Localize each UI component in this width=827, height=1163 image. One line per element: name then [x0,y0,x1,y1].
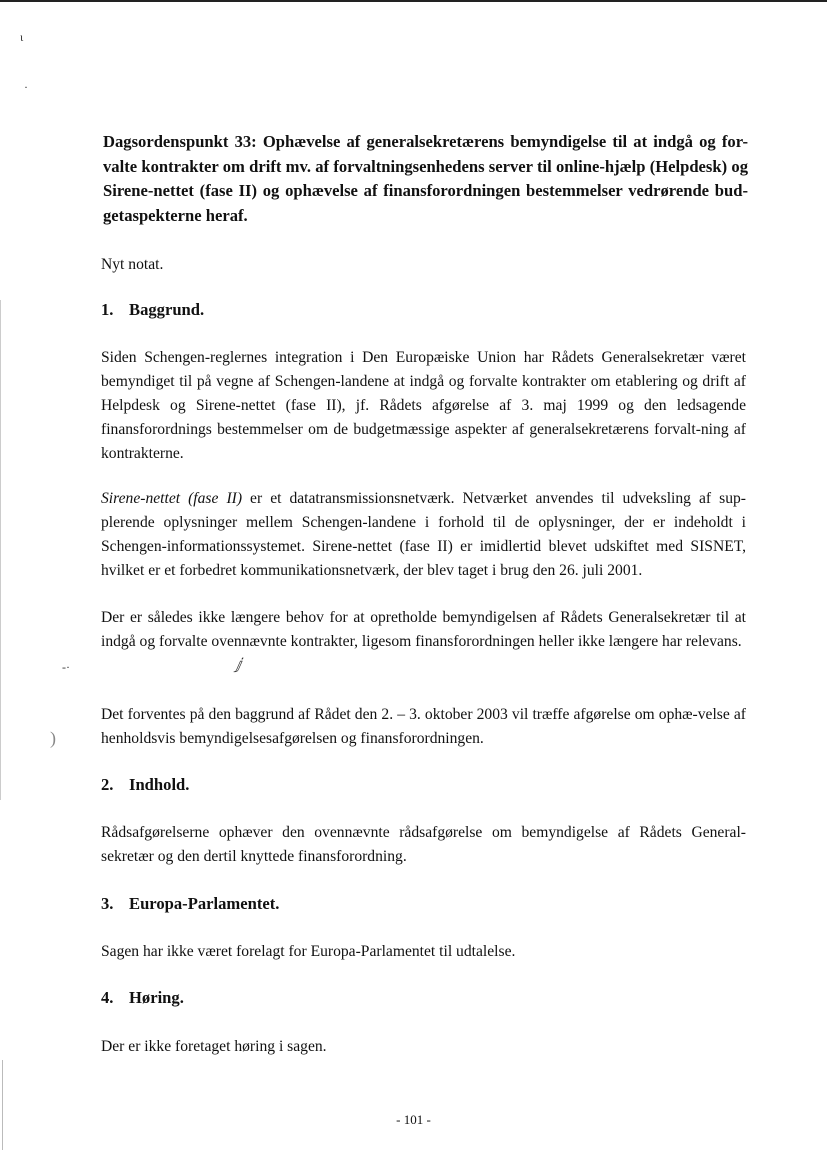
scan-edge-mark [0,300,1,800]
agenda-title: Dagsordenspunkt 33: Ophævelse af generalsekretærens bemyndigelse til at indgå og for-valte kontrakter om drift mv. af forvaltningsenhedens server til online-hjælp (Helpdesk) og Sirene-nettet (fase II) og ophævelse af finansforordningen bestemmelser vedrørende bud-getaspekterne heraf. [103,132,748,225]
scan-speck: · [24,80,28,94]
scan-speck: ) [50,728,56,748]
scan-speck: -· [62,660,70,674]
section-number: 2. [101,775,114,794]
paragraph-background: Siden Schengen-reglernes integration i Den Europæiske Union har Rådets Generalsekretær været bemyndiget til på vegne af Schengen-landene at indgå og forvalte kontrakter om etablering og drift af Helpdesk og Sirene-nettet (fase II), jf. Rådets afgørelse af 3. maj 1999 og den ledsagende finansforordnings bestemmelser om de budgetmæssige aspekter af generalsekretærens forvalt-ning af kontrakterne. [101,349,746,462]
section-number: 3. [101,894,114,913]
paragraph-hearing: Der er ikke foretaget høring i sagen. [101,1038,327,1055]
pen-mark: ⅉ [236,657,242,673]
page-number: - 101 - [396,1112,431,1127]
section-heading-baggrund [101,300,204,320]
section-number: 1. [101,300,114,319]
section-title: Indhold. [129,775,190,794]
scan-border-line [0,0,827,2]
paragraph-no-need: Der er således ikke længere behov for at opretholde bemyndigelsen af Rådets Generalsekretær til at indgå og forvalte ovennævnte kontrakter, ligesom finansforordningen heller ikke længere har relevans. [101,609,746,650]
paragraph-text: er et datatransmissionsnetværk. Netværket anvendes til udveksling af sup-plerende oplysninger mellem Schengen-landene i forhold til de oplysninger, der er indeholdt i Schengen-informationssystemet. Sirene-nettet (fase II) er imidlertid blevet udskiftet med SISNET, hvilket er et forbedret kommunikationsnetværk, der blev taget i brug den 26. juli 2001. [101,490,746,579]
section-heading-indhold [101,775,189,795]
scan-speck: ι [20,30,24,44]
scan-edge-mark [2,1060,3,1150]
section-heading-horing [101,988,184,1008]
paragraph-parliament: Sagen har ikke været forelagt for Europa-Parlamentet til udtalelse. [101,943,516,960]
section-title: Europa-Parlamentet. [129,894,280,913]
section-title: Høring. [129,988,184,1007]
paragraph-content: Rådsafgørelserne ophæver den ovennævnte rådsafgørelse om bemyndigelse af Rådets General-sekretær og den dertil knyttede finansforordning. [101,824,746,865]
note-label: Nyt notat. [101,256,164,273]
paragraph-sirene [101,487,746,583]
italic-term: Sirene-nettet (fase II) [101,490,243,507]
paragraph-expectation: Det forventes på den baggrund af Rådet den 2. – 3. oktober 2003 vil træffe afgørelse om ophæ-velse af henholdsvis bemyndigelsesafgørelsen og finansforordningen. [101,706,746,747]
section-title: Baggrund. [129,300,205,319]
section-heading-europa-parlamentet [101,894,279,914]
section-number: 4. [101,988,114,1007]
